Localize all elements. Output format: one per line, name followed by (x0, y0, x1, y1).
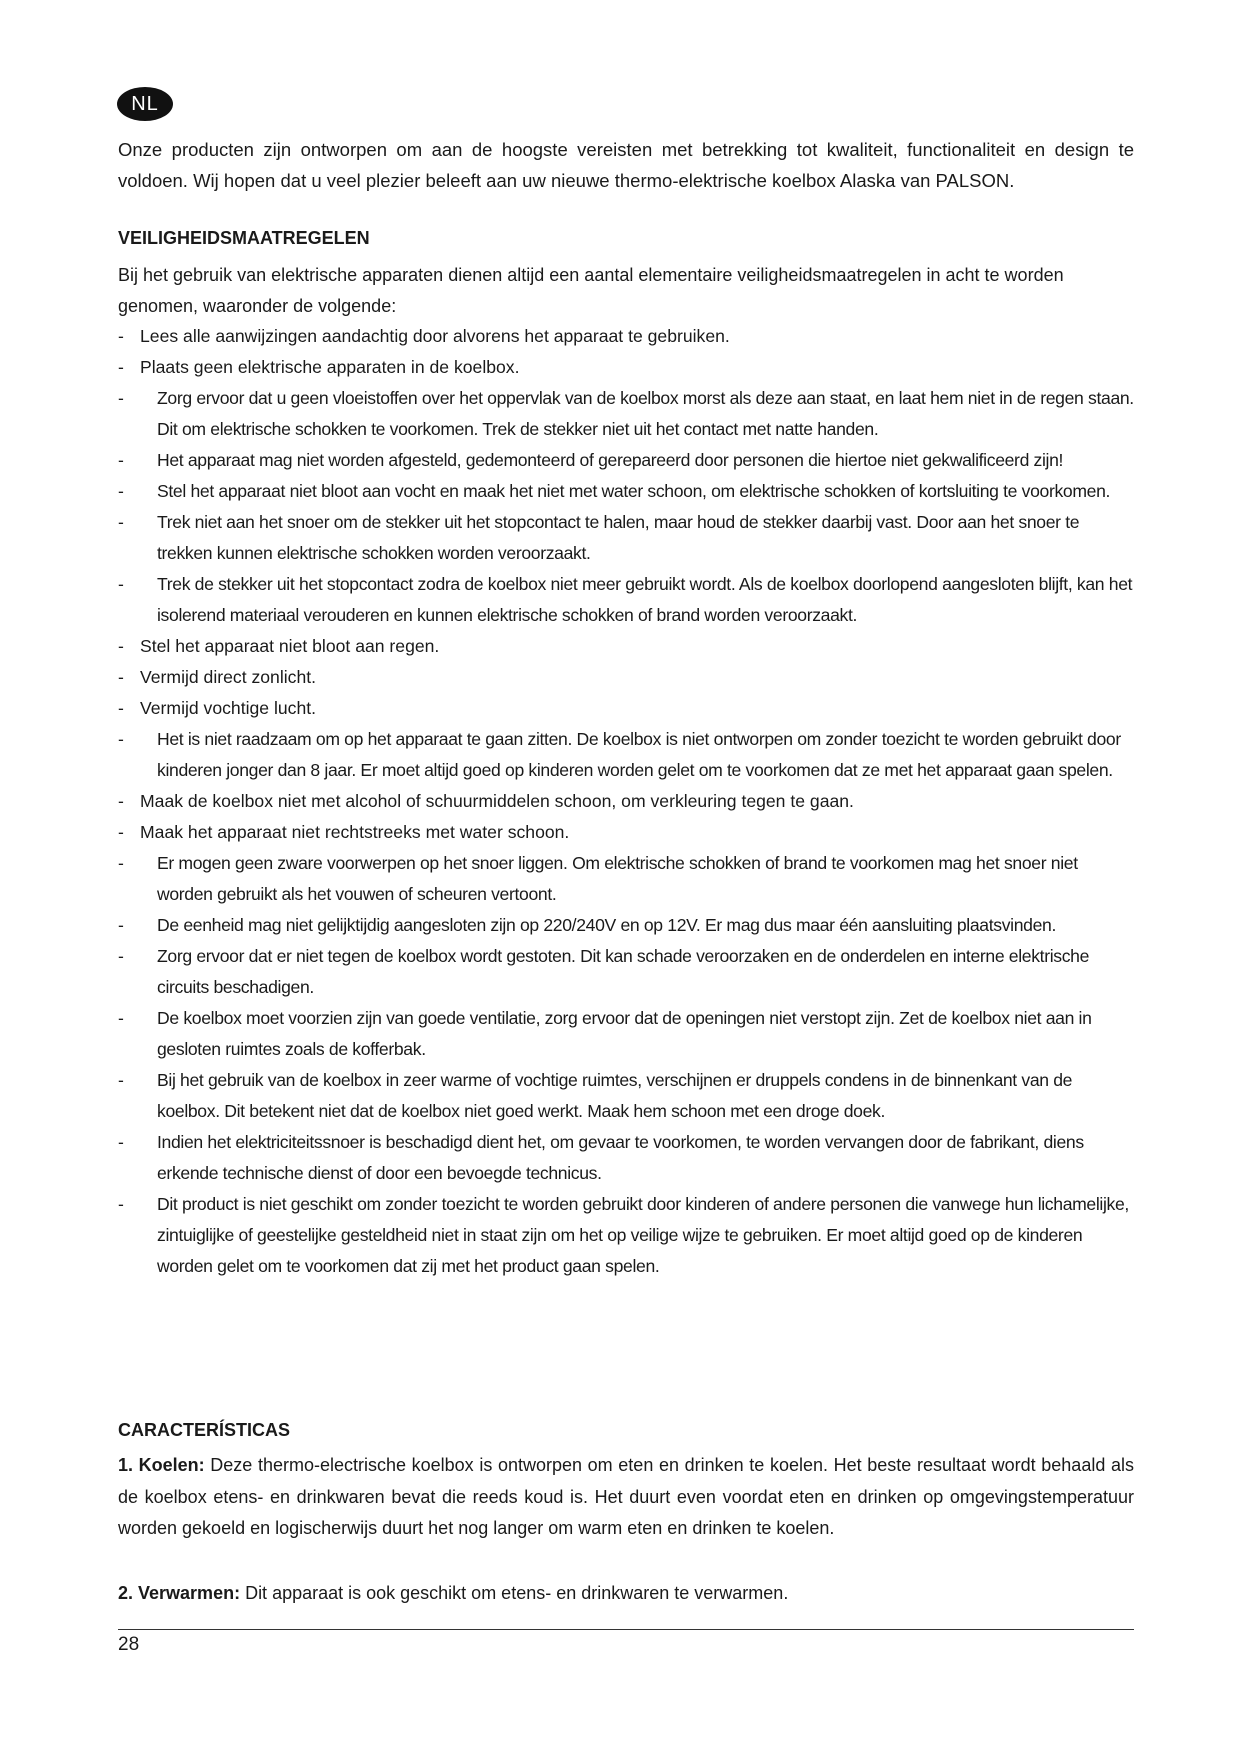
list-item: - Trek de stekker uit het stopcontact zodra de koelbox niet meer gebruikt wordt. Als de koelbox doorlopend aangesloten blijft, kan het isolerend materiaal verouderen en kunnen elektrische schokken of brand worden veroorzaakt. (118, 574, 1133, 625)
list-item: - Bij het gebruik van de koelbox in zeer warme of vochtige ruimtes, verschijnen er druppels condens in de binnenkant van de koelbox. Dit betekent niet dat de koelbox niet goed werkt. Maak hem schoon met een droge doek. (118, 1070, 1073, 1121)
list-item: - Plaats geen elektrische apparaten in de koelbox. (118, 357, 520, 377)
list-item: - Lees alle aanwijzingen aandachtig door alvorens het apparaat te gebruiken. (118, 326, 730, 346)
heating-paragraph: 2. Verwarmen: Dit apparaat is ook geschikt om etens- en drinkwaren te verwarmen. (118, 1583, 789, 1603)
cooling-paragraph: 1. Koelen: Deze thermo-electrische koelbox is ontworpen om eten en drinken te koelen. Het beste resultaat wordt behaald als de koelbox etens- en drinkwaren bevat die reeds koud is. Het duurt even voordat eten en drinken op omgevingstemperatuur worden gekoeld en logischerwijs duurt het nog langer om warm eten en drinken te koelen. (118, 1455, 1134, 1538)
list-item: - Het is niet raadzaam om op het apparaat te gaan zitten. De koelbox is niet ontworpen om zonder toezicht te worden gebruikt door kinderen jonger dan 8 jaar. Er moet altijd goed op kinderen worden gelet om te voorkomen dat ze met het apparaat gaan spelen. (118, 729, 1121, 780)
safety-title: VEILIGHEIDSMAATREGELEN (118, 228, 370, 248)
list-item: - De eenheid mag niet gelijktijdig aangesloten zijn op 220/240V en op 12V. Er mag dus maar één aansluiting plaatsvinden. (118, 915, 1056, 935)
language-badge: NL (117, 87, 173, 121)
page-number: 28 (118, 1634, 140, 1655)
list-item: - Indien het elektriciteitssnoer is beschadigd dient het, om gevaar te voorkomen, te worden vervangen door de fabrikant, diens erkende technische dienst of door een bevoegde technicus. (118, 1132, 1084, 1183)
safety-list (118, 321, 1136, 1282)
footer-divider (118, 1629, 1134, 1630)
list-item: - Het apparaat mag niet worden afgesteld, gedemonteerd of gerepareerd door personen die hiertoe niet gekwalificeerd zijn! (118, 450, 1064, 470)
cooling-label: 1. Koelen: (118, 1455, 205, 1475)
list-item: - Maak het apparaat niet rechtstreeks met water schoon. (118, 822, 570, 842)
list-item: - De koelbox moet voorzien zijn van goede ventilatie, zorg ervoor dat de openingen niet verstopt zijn. Zet de koelbox niet aan in gesloten ruimtes zoals de kofferbak. (118, 1008, 1092, 1059)
list-item: - Er mogen geen zware voorwerpen op het snoer liggen. Om elektrische schokken of brand te voorkomen mag het snoer niet worden gebruikt als het vouwen of scheuren vertoont. (118, 853, 1078, 904)
list-item: - Stel het apparaat niet bloot aan regen. (118, 636, 440, 656)
list-item: - Trek niet aan het snoer om de stekker uit het stopcontact te halen, maar houd de stekker daarbij vast. Door aan het snoer te trekken kunnen elektrische schokken worden veroorzaakt. (118, 512, 1080, 563)
list-item: - Vermijd direct zonlicht. (118, 667, 317, 687)
list-item: - Dit product is niet geschikt om zonder toezicht te worden gebruikt door kinderen of andere personen die vanwege hun lichamelijke, zintuiglijke of geestelijke gesteldheid niet in staat zijn om het op veilige wijze te gebruiken. Er moet altijd goed op de kinderen worden gelet om te voorkomen dat zij met het product gaan spelen. (118, 1194, 1129, 1276)
heating-label: 2. Verwarmen: (118, 1583, 241, 1603)
list-item: - Zorg ervoor dat u geen vloeistoffen over het oppervlak van de koelbox morst als deze aan staat, en laat hem niet in de regen staan. Dit om elektrische schokken te voorkomen. Trek de stekker niet uit het contact met natte handen. (118, 388, 1134, 439)
list-item: - Stel het apparaat niet bloot aan vocht en maak het niet met water schoon, om elektrische schokken of kortsluiting te voorkomen. (118, 481, 1111, 501)
intro-paragraph: Onze producten zijn ontworpen om aan de hoogste vereisten met betrekking tot kwaliteit, functionaliteit en design te voldoen. Wij hopen dat u veel plezier beleeft aan uw nieuwe thermo-elektrische koelbox Alaska van PALSON. (118, 139, 1134, 191)
list-item: - Maak de koelbox niet met alcohol of schuurmiddelen schoon, om verkleuring tegen te gaan. (118, 791, 854, 811)
safety-lead: Bij het gebruik van elektrische apparaten dienen altijd een aantal elementaire veiligheidsmaatregelen in acht te worden genomen, waaronder de volgende: (118, 265, 1064, 316)
features-title: CARACTERÍSTICAS (118, 1420, 291, 1440)
list-item: - Vermijd vochtige lucht. (118, 698, 317, 718)
list-item: - Zorg ervoor dat er niet tegen de koelbox wordt gestoten. Dit kan schade veroorzaken en de onderdelen en interne elektrische circuits beschadigen. (118, 946, 1090, 997)
